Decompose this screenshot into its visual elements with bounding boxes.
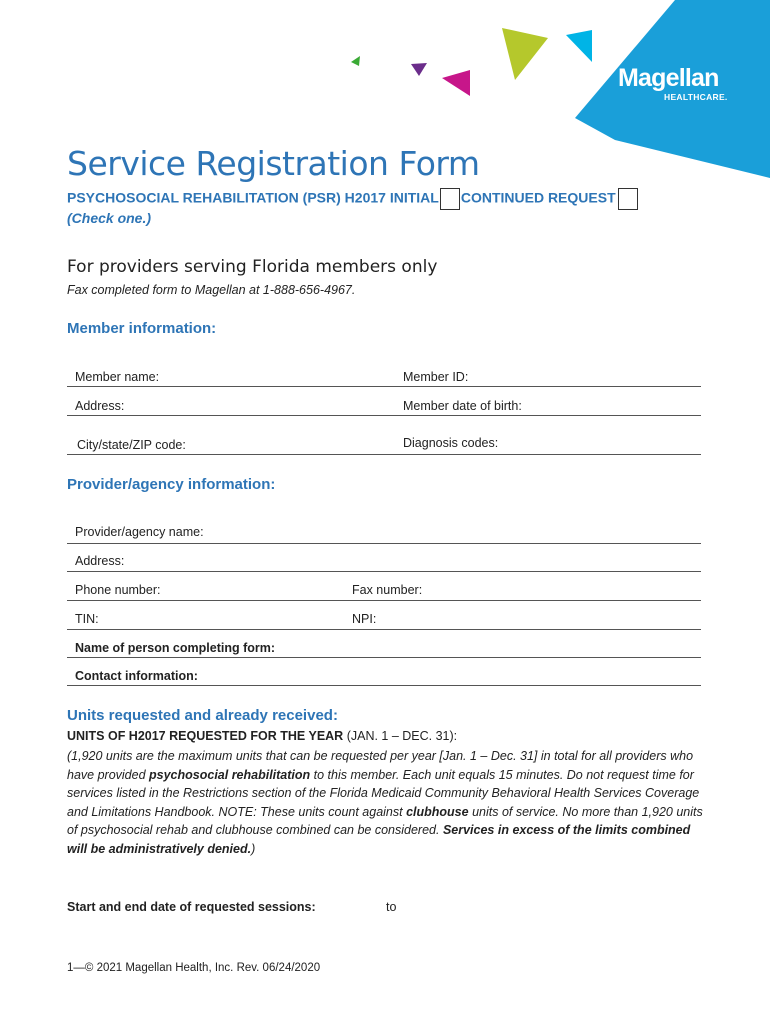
units-requested-label: UNITS OF H2017 REQUESTED FOR THE YEAR xyxy=(67,729,344,743)
npi-input[interactable] xyxy=(385,612,699,630)
green-triangle-icon xyxy=(351,56,360,66)
divider xyxy=(67,685,701,686)
units-bold-3: Services in excess of the limits combined will be administratively denied. xyxy=(67,823,691,856)
divider xyxy=(67,386,701,387)
session-dates-label: Start and end date of requested sessions: xyxy=(67,900,316,914)
units-section-heading: Units requested and already received: xyxy=(67,707,338,724)
person-completing-label: Name of person completing form: xyxy=(75,641,276,655)
divider xyxy=(67,454,701,455)
member-city-input[interactable] xyxy=(200,437,394,455)
divider xyxy=(67,657,701,658)
units-requested-line xyxy=(67,729,457,743)
logo-wordmark: Magellan xyxy=(618,64,719,92)
agency-name-label: Provider/agency name: xyxy=(75,525,204,539)
provider-address-label: Address: xyxy=(75,554,125,568)
page-title: Service Registration Form xyxy=(67,144,480,183)
phone-number-input[interactable] xyxy=(180,583,344,601)
member-id-label: Member ID: xyxy=(403,370,469,384)
fax-note: Fax completed form to Magellan at 1-888-656-4967. xyxy=(67,283,356,297)
continued-checkbox[interactable] xyxy=(618,188,638,210)
check-one-note: (Check one.) xyxy=(67,210,152,226)
units-text-4: ) xyxy=(251,841,256,856)
diagnosis-codes-input[interactable] xyxy=(510,436,699,454)
member-dob-label: Member date of birth: xyxy=(403,399,522,413)
divider xyxy=(67,600,701,601)
fax-number-label: Fax number: xyxy=(352,583,423,597)
units-requested-range: (JAN. 1 – DEC. 31): xyxy=(343,729,458,743)
magenta-triangle-icon xyxy=(442,70,470,96)
lime-triangle-icon xyxy=(502,28,548,80)
member-city-label: City/state/ZIP code: xyxy=(77,438,186,452)
units-bold-2: clubhouse xyxy=(406,804,469,819)
member-section-heading: Member information: xyxy=(67,320,217,337)
units-explanation xyxy=(67,747,707,859)
logo-subtext: HEALTHCARE. xyxy=(664,92,728,102)
purple-triangle-icon xyxy=(411,63,427,76)
tin-input[interactable] xyxy=(110,612,344,630)
units-text-1: (1,920 units are the maximum units that can be requested per year [Jan. 1 – Dec. 31] in total for all providers who have provided xyxy=(67,749,694,782)
fax-number-input[interactable] xyxy=(435,583,699,601)
phone-number-label: Phone number: xyxy=(75,583,161,597)
contact-information-label: Contact information: xyxy=(75,669,198,683)
npi-label: NPI: xyxy=(352,612,377,626)
cyan-triangle-icon xyxy=(566,30,592,62)
agency-name-input[interactable] xyxy=(225,525,699,543)
divider xyxy=(67,543,701,544)
member-address-label: Address: xyxy=(75,399,125,413)
units-text-3: units of service. No more than 1,920 units of psychosocial rehab and clubhouse combined can be considered. xyxy=(67,804,703,838)
divider xyxy=(67,415,701,416)
provider-address-input[interactable] xyxy=(135,554,699,572)
units-text-2: to this member. Each unit equals 15 minutes. Do not request time for services listed in the Restrictions section of the Florida Medicaid Community Behavioral Health Services Coverage and Limitations Handbook. NOTE: These units count against xyxy=(67,767,700,819)
initial-label: PSYCHOSOCIAL REHABILITATION (PSR) H2017 INITIAL xyxy=(67,189,439,206)
footer-copyright: 1—© 2021 Magellan Health, Inc. Rev. 06/24/2020 xyxy=(67,962,321,974)
session-start-date-input[interactable] xyxy=(300,900,382,918)
diagnosis-codes-label: Diagnosis codes: xyxy=(403,436,499,450)
tin-label: TIN: xyxy=(75,612,99,626)
initial-checkbox[interactable] xyxy=(440,188,460,210)
units-requested-input[interactable] xyxy=(472,729,701,747)
provider-section-heading: Provider/agency information: xyxy=(67,476,276,493)
continued-label: CONTINUED REQUEST xyxy=(460,189,616,206)
divider xyxy=(67,571,701,572)
session-end-date-input[interactable] xyxy=(405,900,609,918)
request-type-row xyxy=(67,188,638,210)
providers-note: For providers serving Florida members only xyxy=(67,257,438,277)
units-bold-1: psychosocial rehabilitation xyxy=(149,767,311,782)
session-to-label: to xyxy=(386,900,397,914)
member-name-label: Member name: xyxy=(75,370,160,384)
divider xyxy=(67,629,701,630)
